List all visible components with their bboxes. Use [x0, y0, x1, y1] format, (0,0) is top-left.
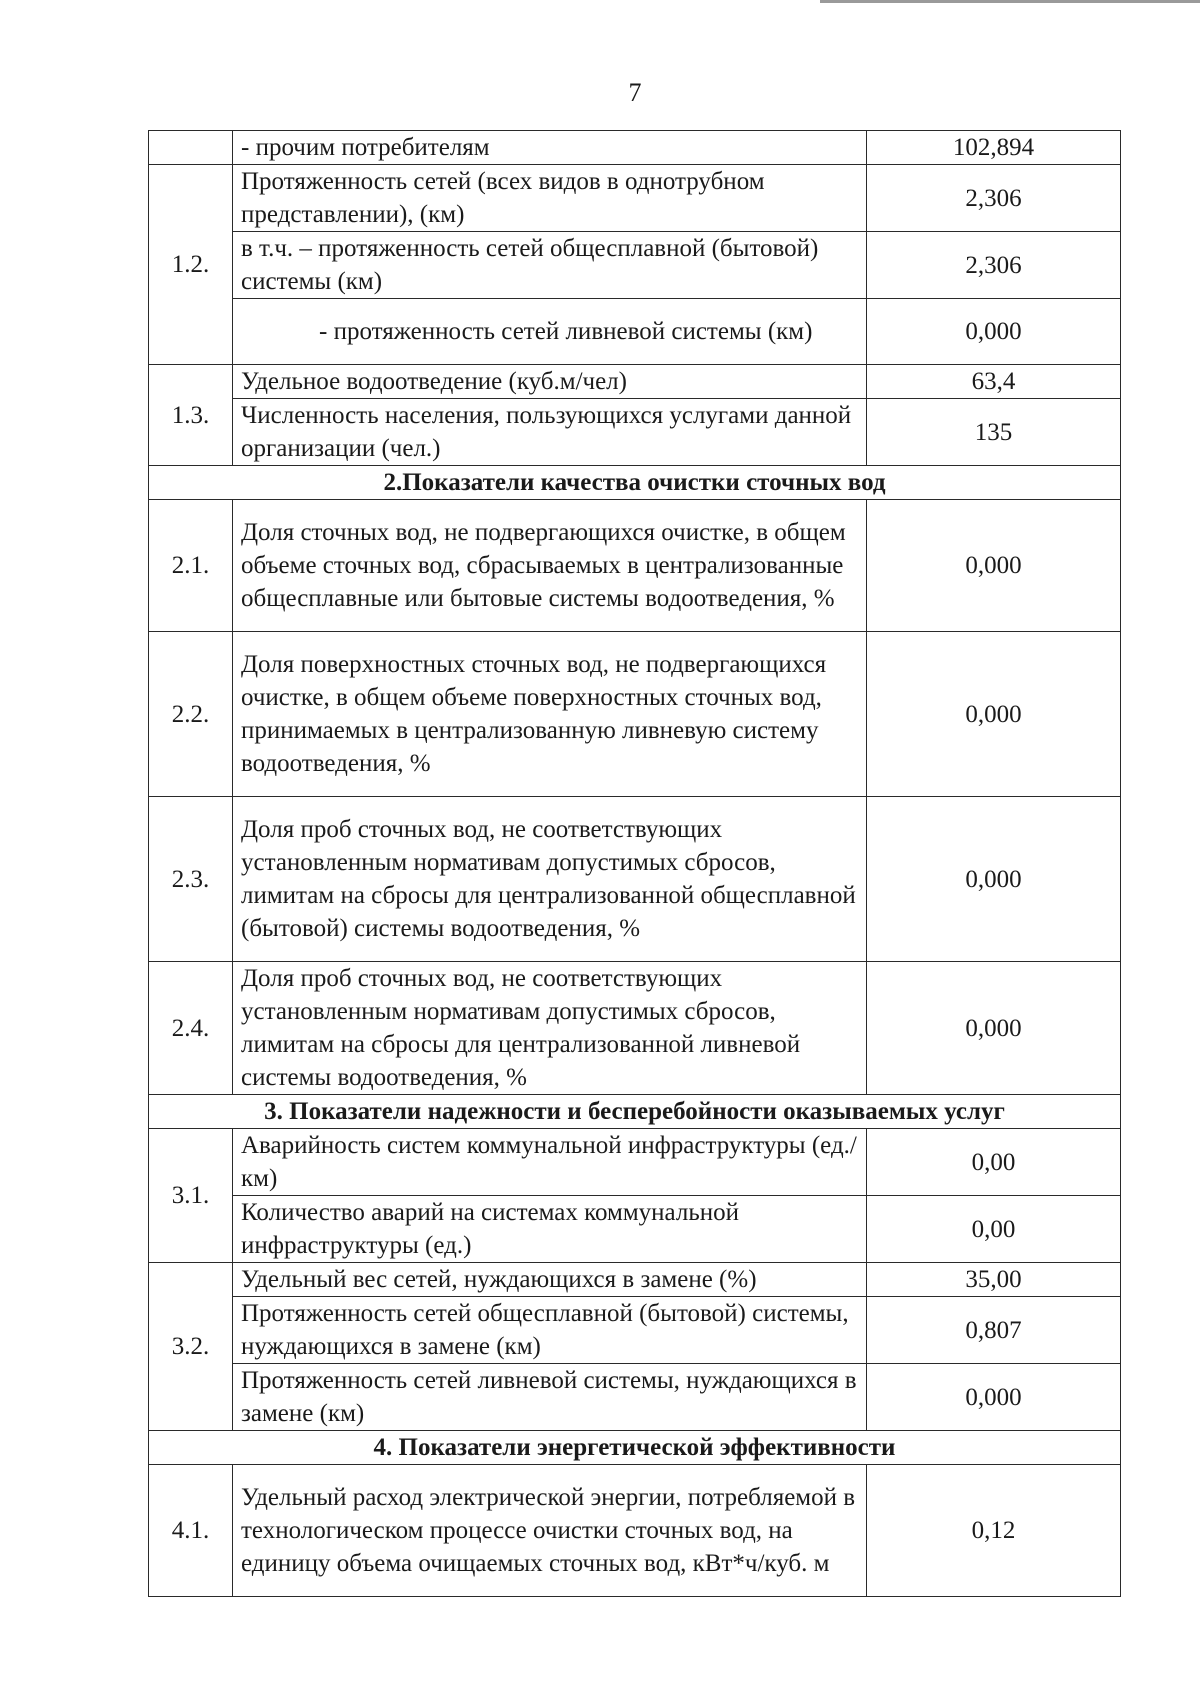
row-value: 0,000: [867, 1364, 1121, 1431]
table-row: [149, 1465, 1121, 1597]
table-row: [149, 232, 1121, 299]
table-row: [149, 399, 1121, 466]
row-value: 0,000: [867, 299, 1121, 365]
section-header-row: [149, 1431, 1121, 1465]
row-label: Численность населения, пользующихся услугами данной организации (чел.): [233, 399, 867, 466]
row-number: 2.3.: [149, 797, 233, 962]
row-label: - прочим потребителям: [233, 131, 867, 165]
row-label: Протяженность сетей ливневой системы, нуждающихся в замене (км): [233, 1364, 867, 1431]
row-label: Удельное водоотведение (куб.м/чел): [233, 365, 867, 399]
page-number: 7: [628, 78, 642, 107]
row-label: Доля поверхностных сточных вод, не подвергающихся очистке, в общем объеме поверхностных сточных вод, принимаемых в централизованную ливневую систему водоотведения, %: [233, 632, 867, 797]
row-number: 3.2.: [149, 1263, 233, 1431]
table-row: [149, 165, 1121, 232]
table-row: [149, 1297, 1121, 1364]
row-value: 135: [867, 399, 1121, 466]
row-value: 0,000: [867, 500, 1121, 632]
row-label: в т.ч. – протяженность сетей общесплавной (бытовой) системы (км): [233, 232, 867, 299]
table-row: [149, 962, 1121, 1095]
table-row: [149, 299, 1121, 365]
row-label: Доля сточных вод, не подвергающихся очистке, в общем объеме сточных вод, сбрасываемых в централизованные общесплавные или бытовые системы водоотведения, %: [233, 500, 867, 632]
row-value: 102,894: [867, 131, 1121, 165]
row-label: Количество аварий на системах коммунальной инфраструктуры (ед.): [233, 1196, 867, 1263]
row-label: Аварийность систем коммунальной инфраструктуры (ед./км): [233, 1129, 867, 1196]
row-number: [149, 131, 233, 165]
top-edge-rule: [820, 0, 1200, 3]
row-value: 0,000: [867, 962, 1121, 1095]
table-row: [149, 500, 1121, 632]
section-title: 4. Показатели энергетической эффективности: [149, 1431, 1121, 1465]
row-number: 1.2.: [149, 165, 233, 365]
row-value: 2,306: [867, 232, 1121, 299]
row-number: 2.2.: [149, 632, 233, 797]
row-label: Удельный расход электрической энергии, потребляемой в технологическом процессе очистки сточных вод, на единицу объема очищаемых сточных вод, кВт*ч/куб. м: [233, 1465, 867, 1597]
table-row: [149, 1364, 1121, 1431]
row-number: 3.1.: [149, 1129, 233, 1263]
row-number: 4.1.: [149, 1465, 233, 1597]
row-label: Протяженность сетей общесплавной (бытовой) системы, нуждающихся в замене (км): [233, 1297, 867, 1364]
table-row: [149, 1196, 1121, 1263]
row-number: 2.1.: [149, 500, 233, 632]
row-value: 0,12: [867, 1465, 1121, 1597]
row-value: 0,807: [867, 1297, 1121, 1364]
row-label: Протяженность сетей (всех видов в однотрубном представлении), (км): [233, 165, 867, 232]
row-number: 1.3.: [149, 365, 233, 466]
row-value: 0,000: [867, 797, 1121, 962]
section-header-row: [149, 1095, 1121, 1129]
row-value: 0,00: [867, 1129, 1121, 1196]
table-row: [149, 632, 1121, 797]
row-value: 0,000: [867, 632, 1121, 797]
row-value: 2,306: [867, 165, 1121, 232]
row-label-text: - протяженность сетей ливневой системы (км): [319, 318, 813, 345]
row-number: 2.4.: [149, 962, 233, 1095]
row-label: Удельный вес сетей, нуждающихся в замене (%): [233, 1263, 867, 1297]
section-title: 2.Показатели качества очистки сточных вод: [149, 466, 1121, 500]
section-title: 3. Показатели надежности и бесперебойности оказываемых услуг: [149, 1095, 1121, 1129]
row-value: 0,00: [867, 1196, 1121, 1263]
row-label: Доля проб сточных вод, не соответствующих установленным нормативам допустимых сбросов, лимитам на сбросы для централизованной общесплавной (бытовой) системы водоотведения, %: [233, 797, 867, 962]
table-row: [149, 797, 1121, 962]
row-value: 35,00: [867, 1263, 1121, 1297]
table-row: [149, 1263, 1121, 1297]
table-row: [149, 365, 1121, 399]
row-value: 63,4: [867, 365, 1121, 399]
section-header-row: [149, 466, 1121, 500]
row-label: [233, 299, 867, 365]
table-row: [149, 131, 1121, 165]
table-row: [149, 1129, 1121, 1196]
row-label: Доля проб сточных вод, не соответствующих установленным нормативам допустимых сбросов, лимитам на сбросы для централизованной ливневой системы водоотведения, %: [233, 962, 867, 1095]
indicators-table: [148, 130, 1121, 1597]
